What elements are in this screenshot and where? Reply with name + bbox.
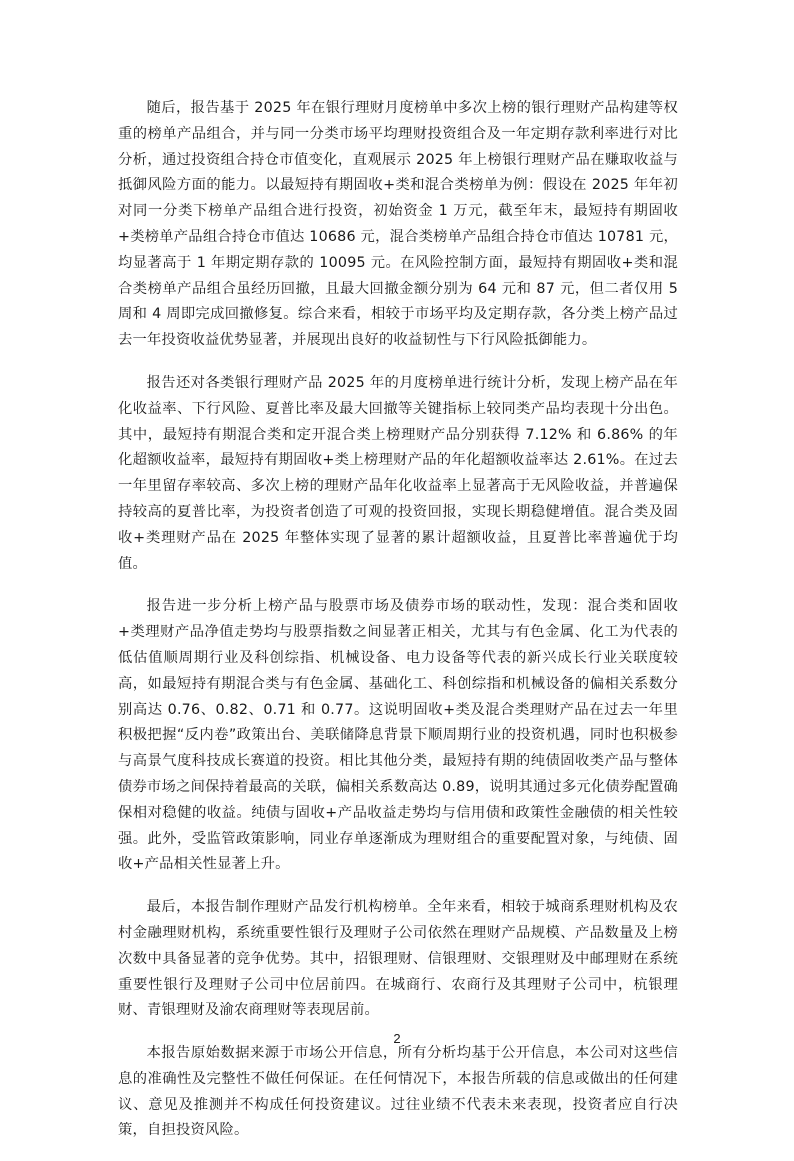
page-number: 2 [393, 1031, 401, 1046]
paragraph-market-correlation: 报告进一步分析上榜产品与股票市场及债券市场的联动性，发现：混合类和固收+类理财产品净值走势均与股票指数之间显著正相关，尤其与有色金属、化工为代表的低估值顺周期行业及科创综指、机械设备、电力设备等代表的新兴成长行业关联度较高，如最短持有期混合类与有色金属、基础化工、科创综指和机械设备的偏相关系数分别高达 0.76、0.82、0.71 和 0.77。这说明固收+类及混合类理财产品在过去一年里积极把握“反内卷”政策出台、美联储降息背景下顺周期行业的投资机遇，同时也积极参与高景气度科技成长赛道的投资。相比其他分类，最短持有期的纯债固收类产品与整体债券市场之间保持着最高的关联，偏相关系数高达 0.89，说明其通过多元化债券配置确保相对稳健的收益。纯债与固收+产品收益走势均与信用债和政策性金融债的相关性较强。此外，受监管政策影响，同业存单逐渐成为理财组合的重要配置对象，与纯债、固收+产品相关性显著上升。 [118, 598, 678, 873]
paragraph-disclaimer: 本报告原始数据来源于市场公开信息，所有分析均基于公开信息，本公司对这些信息的准确性及完整性不做任何保证。在任何情况下，本报告所载的信息或做出的任何建议、意见及推测并不构成任何投资建议。过往业绩不代表未来表现，投资者应自行决策，自担投资风险。 [118, 1045, 678, 1139]
paragraph-monthly-ranking-stats: 报告还对各类银行理财产品 2025 年的月度榜单进行统计分析，发现上榜产品在年化收益率、下行风险、夏普比率及最大回撤等关键指标上较同类产品均表现十分出色。其中，最短持有期混合类和定开混合类上榜理财产品分别获得 7.12% 和 6.86% 的年化超额收益率，最短持有期固收+类上榜理财产品的年化超额收益率达 2.61%。在过去一年里留存率较高、多次上榜的理财产品年化收益率上显著高于无风险收益，并普遍保持较高的夏普比率，为投资者创造了可观的投资回报，实现长期稳健增值。混合类及固收+类理财产品在 2025 年整体实现了显著的累计超额收益，且夏普比率普遍优于均值。 [118, 374, 678, 572]
paragraph-institution-ranking: 最后，本报告制作理财产品发行机构榜单。全年来看，相较于城商系理财机构及农村金融理财机构，系统重要性银行及理财子公司依然在理财产品规模、产品数量及上榜次数中具备显著的竞争优势。其中，招银理财、信银理财、交银理财及中邮理财在系统重要性银行及理财子公司中位居前四。在城商行、农商行及其理财子公司中，杭银理财、青银理财及渝农商理财等表现居前。 [118, 899, 678, 1019]
paragraph-portfolio-backtest: 随后，报告基于 2025 年在银行理财月度榜单中多次上榜的银行理财产品构建等权重的榜单产品组合，并与同一分类市场平均理财投资组合及一年定期存款利率进行对比分析，通过投资组合持仓市值变化，直观展示 2025 年上榜银行理财产品在赚取收益与抵御风险方面的能力。以最短持有期固收+类和混合类榜单为例：假设在 2025 年年初对同一分类下榜单产品组合进行投资，初始资金 1 万元，截至年末，最短持有期固收+类榜单产品组合持仓市值达 10686 元，混合类榜单产品组合持仓市值达 10781 元，均显著高于 1 年期定期存款的 10095 元。在风险控制方面，最短持有期固收+类和混合类榜单产品组合虽经历回撤，且最大回撤金额分别为 64 元和 87 元，但二者仅用 5 周和 4 周即完成回撤修复。综合来看，相较于市场平均及定期存款，各分类上榜产品过去一年投资收益优势显著，并展现出良好的收益韧性与下行风险抵御能力。 [118, 100, 678, 349]
document-body [118, 96, 678, 1161]
